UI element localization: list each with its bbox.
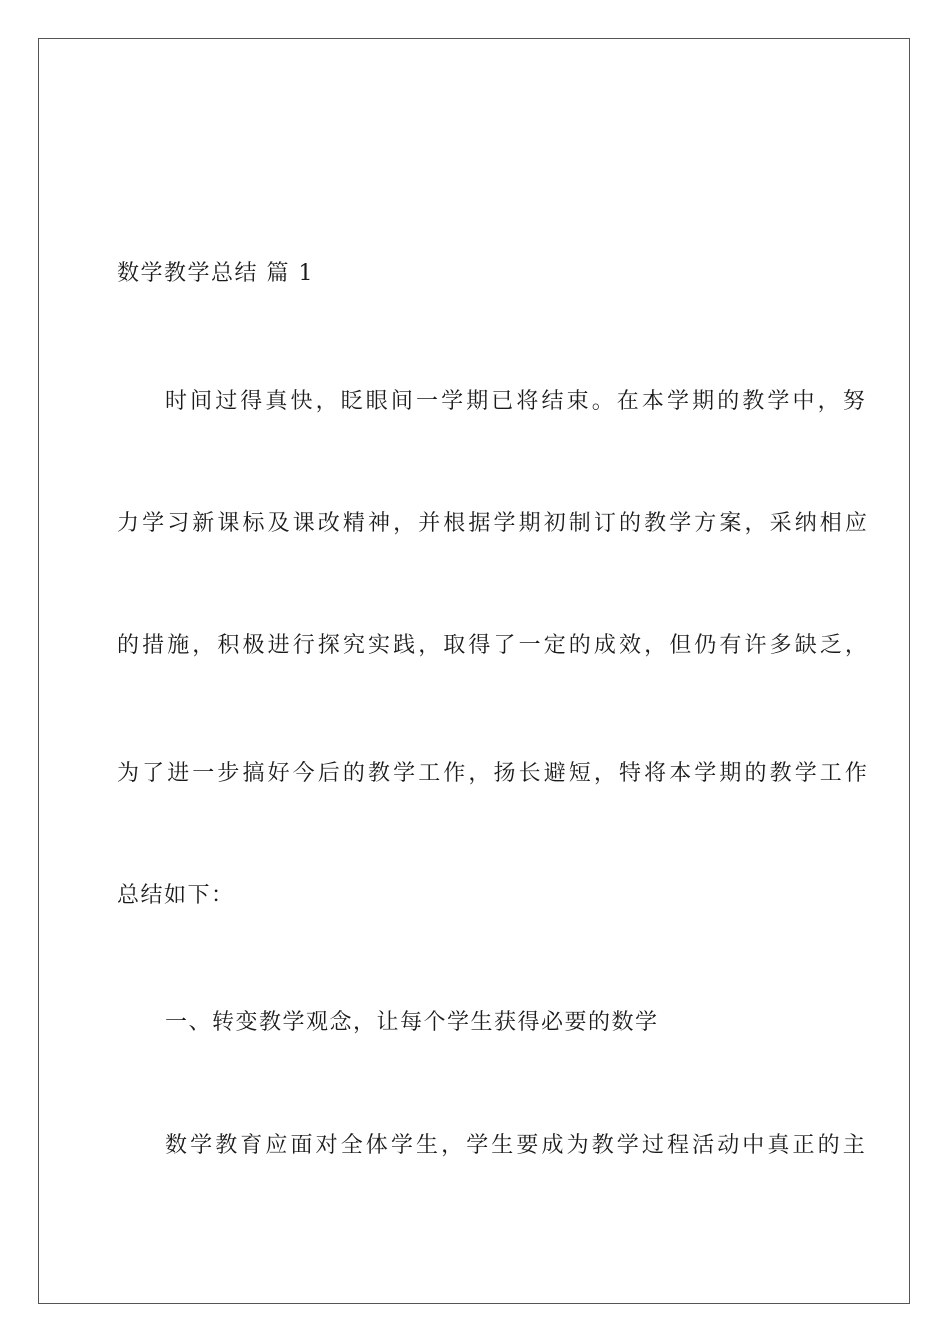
page-frame: [38, 38, 910, 1304]
paragraph-line-7: 数学教育应面对全体学生，学生要成为教学过程活动中真正的主: [165, 1133, 868, 1158]
paragraph-line-1: 时间过得真快，眨眼间一学期已将结束。在本学期的教学中，努: [165, 389, 868, 414]
paragraph-line-4: 为了进一步搞好今后的教学工作，扬长避短，特将本学期的教学工作: [117, 761, 871, 786]
section-heading-1: 一、转变教学观念，让每个学生获得必要的数学: [165, 1010, 659, 1035]
paragraph-line-3: 的措施，积极进行探究实践，取得了一定的成效，但仍有许多缺乏，: [117, 633, 871, 658]
document-title: 数学教学总结 篇 1: [117, 261, 314, 286]
paragraph-line-5: 总结如下：: [117, 883, 235, 908]
paragraph-line-2: 力学习新课标及课改精神，并根据学期初制订的教学方案，采纳相应: [117, 511, 871, 536]
